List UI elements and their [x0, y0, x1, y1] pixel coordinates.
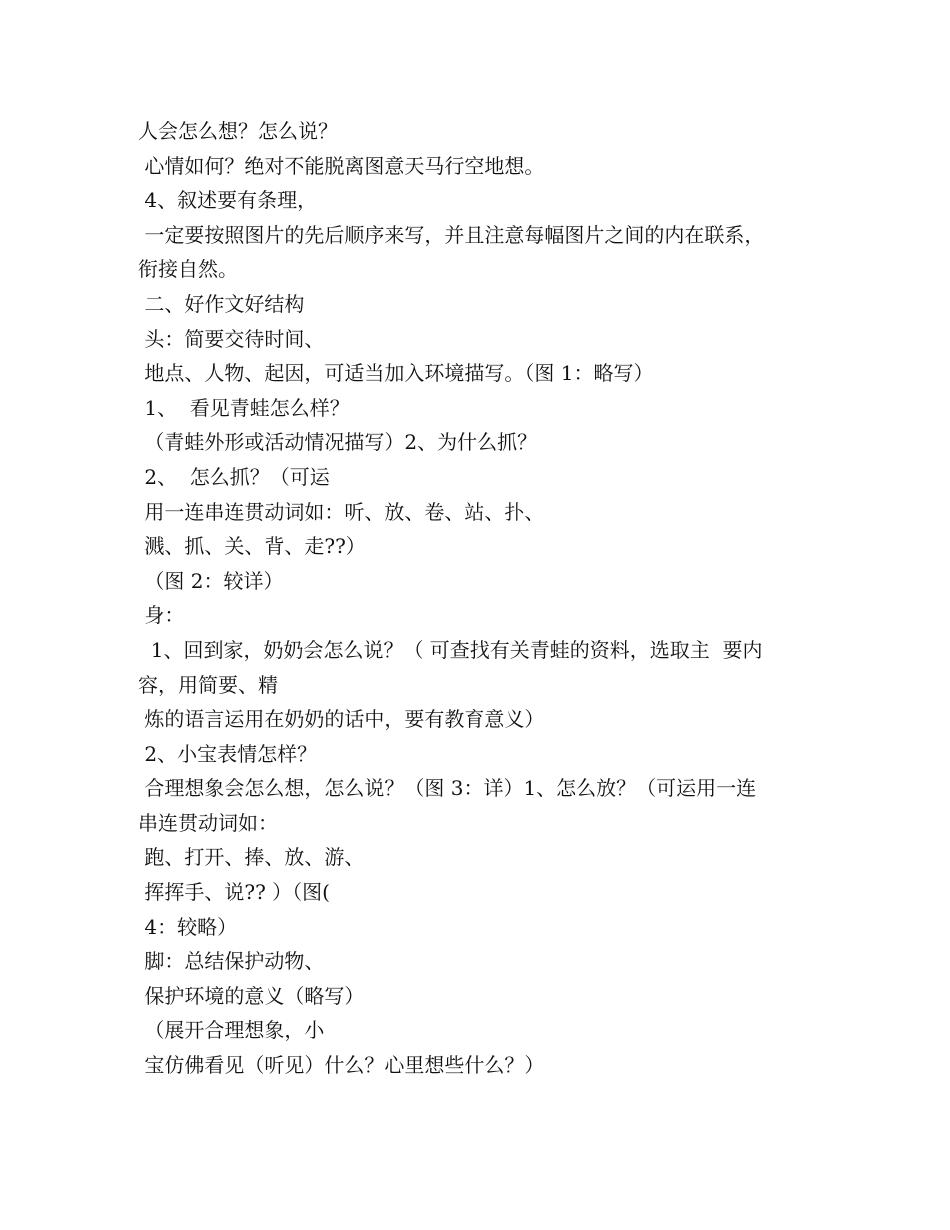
- text-line: 4：较略）: [138, 914, 238, 939]
- text-line: 跑、打开、捧、放、游、: [138, 845, 365, 870]
- text-line: 容，用简要、精: [138, 672, 278, 697]
- text-line: 身：: [138, 603, 185, 628]
- text-line: （展开合理想象，小: [138, 1018, 325, 1043]
- text-line: 用一连串连贯动词如：听、放、卷、站、扑、: [138, 499, 545, 524]
- text-line: 保护环境的意义（略写）: [138, 983, 365, 1008]
- text-line: 脚：总结保护动物、: [138, 949, 325, 974]
- text-line: （青蛙外形或活动情况描写）2、为什么抓？: [138, 430, 538, 455]
- text-line: 地点、人物、起因，可适当加入环境描写。（图 1：略写）: [138, 361, 654, 386]
- text-line: 一定要按照图片的先后顺序来写，并且注意每幅图片之间的内在联系，: [138, 222, 765, 247]
- text-line: 炼的语言运用在奶奶的话中，要有教育意义）: [138, 707, 545, 732]
- text-line: 挥挥手、说?? ）（图(: [138, 880, 330, 905]
- document-body: [138, 114, 838, 1083]
- text-line: 宝仿佛看见（听见）什么？心里想些什么？）: [138, 1053, 545, 1078]
- text-line: 1、 看见青蛙怎么样？: [138, 395, 350, 420]
- text-line: （图 2：较详）: [138, 568, 284, 593]
- text-line: 1、回到家，奶奶会怎么说？（ 可查找有关青蛙的资料，选取主 要内: [138, 637, 763, 662]
- text-line: 2、 怎么抓？（可运: [138, 464, 330, 489]
- text-line: 2、小宝表情怎样？: [138, 741, 318, 766]
- text-line: 串连贯动词如：: [138, 810, 278, 835]
- text-line: 4、叙述要有条理，: [138, 188, 318, 213]
- text-line: 心情如何？绝对不能脱离图意天马行空地想。: [138, 153, 545, 178]
- text-line: 合理想象会怎么想，怎么说？（图 3：详）1、怎么放？（可运用一连: [138, 776, 757, 801]
- text-line: 人会怎么想？怎么说？: [138, 119, 338, 143]
- section-heading: 二、好作文好结构: [138, 291, 305, 316]
- text-line: 头：简要交待时间、: [138, 326, 325, 351]
- text-line: 衔接自然。: [138, 257, 238, 282]
- text-line: 溅、抓、关、背、走??）: [138, 534, 366, 559]
